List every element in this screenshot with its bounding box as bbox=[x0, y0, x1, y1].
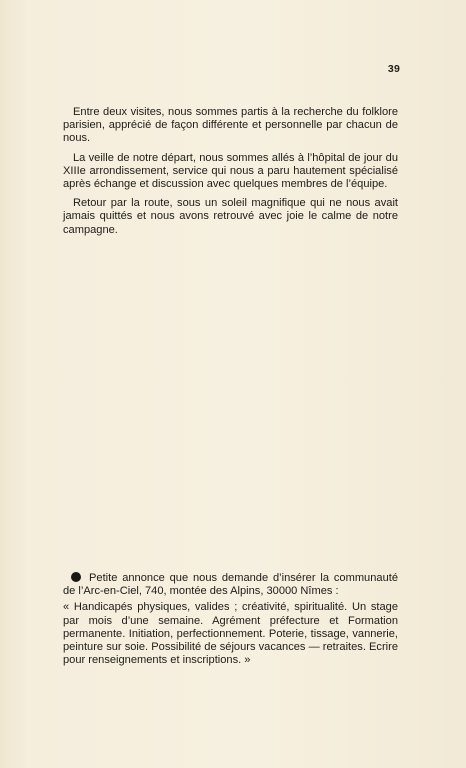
announcement-intro-line bbox=[63, 572, 398, 598]
bullet-icon bbox=[71, 572, 81, 582]
paragraph-folklore: Entre deux visites, nous sommes partis à la recherche du folklore parisien, apprécié de façon différente et personnelle par chacun de nous. bbox=[63, 106, 398, 145]
announcement-block bbox=[63, 572, 398, 670]
paragraph-return: Retour par la route, sous un soleil magnifique qui ne nous avait jamais quittés et nous avons retrouvé avec joie le calme de notre campagne. bbox=[63, 197, 398, 236]
paragraph-hospital: La veille de notre départ, nous sommes allés à l’hôpital de jour du XIIIe arrondissement, service qui nous a paru hautement spécialisé après échange et discussion avec quelques membres de l’équipe. bbox=[63, 151, 398, 191]
announcement-quote: « Handicapés physiques, valides ; créativité, spiritualité. Un stage par mois d’une semaine. Agrément préfecture et Formation permanente. Initiation, perfectionnement. Poterie, tissage, vannerie, peinture sur soie. Possibilité de séjours vacances — retraites. Ecrire pour renseignements et inscriptions. » bbox=[63, 601, 398, 667]
main-text bbox=[63, 106, 398, 243]
announcement-intro: Petite annonce que nous demande d’insérer la communauté de l’Arc-en-Ciel, 740, montée des Alpins, 30000 Nîmes : bbox=[63, 572, 398, 598]
page-number: 39 bbox=[387, 63, 400, 75]
